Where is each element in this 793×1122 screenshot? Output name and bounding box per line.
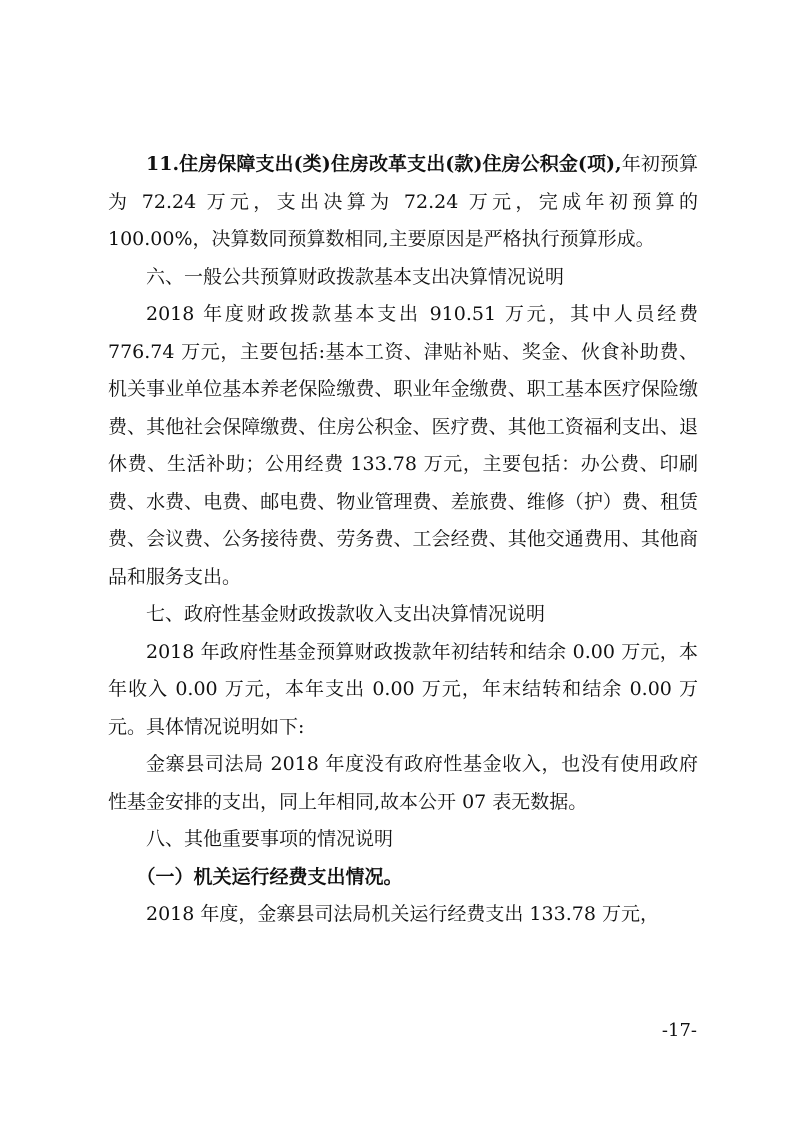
section-6-paragraph: 2018 年度财政拨款基本支出 910.51 万元，其中人员经费 776.74 万元，主要包括:基本工资、津贴补贴、奖金、伙食补助费、机关事业单位基本养老保险缴费、职业年金缴费、职工基本医疗保险缴费、其他社会保障缴费、住房公积金、医疗费、其他工资福利支出、退休费、生活补助；公用经费 133.78 万元，主要包括：办公费、印刷费、水费、电费、邮电费、物业管理费、差旅费、维修（护）费、租赁费、会议费、公务接待费、劳务费、工会经费、其他交通费用、其他商品和服务支出。 [108, 303, 698, 588]
item-11-label: 11.住房保障支出(类)住房改革支出(款)住房公积金(项), [146, 153, 622, 175]
page-number: -17- [661, 1020, 697, 1041]
section-7-paragraph-1: 2018 年政府性基金预算财政拨款年初结转和结余 0.00 万元，本年收入 0.00 万元，本年支出 0.00 万元，年末结转和结余 0.00 万元。具体情况说明如下: [108, 640, 698, 738]
section-7-paragraph-2: 金寨县司法局 2018 年度没有政府性基金收入，也没有使用政府性基金安排的支出，同上年相同,故本公开 07 表无数据。 [108, 753, 698, 813]
section-8-paragraph: 2018 年度，金寨县司法局机关运行经费支出 133.78 万元， [146, 903, 659, 925]
section-6-heading: 六、一般公共预算财政拨款基本支出决算情况说明 [146, 265, 565, 288]
item-11-text: 年初预算为 72.24 万元，支出决算为 72.24 万元，完成年初预算的 100.00%，决算数同预算数相同,主要原因是严格执行预算形成。 [108, 153, 698, 250]
section-8-subheading-1: （一）机关运行经费支出情况。 [136, 865, 403, 888]
section-7-heading: 七、政府性基金财政拨款收入支出决算情况说明 [146, 603, 546, 625]
section-8-heading: 八、其他重要事项的情况说明 [146, 828, 394, 850]
item-11-paragraph [108, 146, 698, 259]
document-body [108, 146, 698, 934]
